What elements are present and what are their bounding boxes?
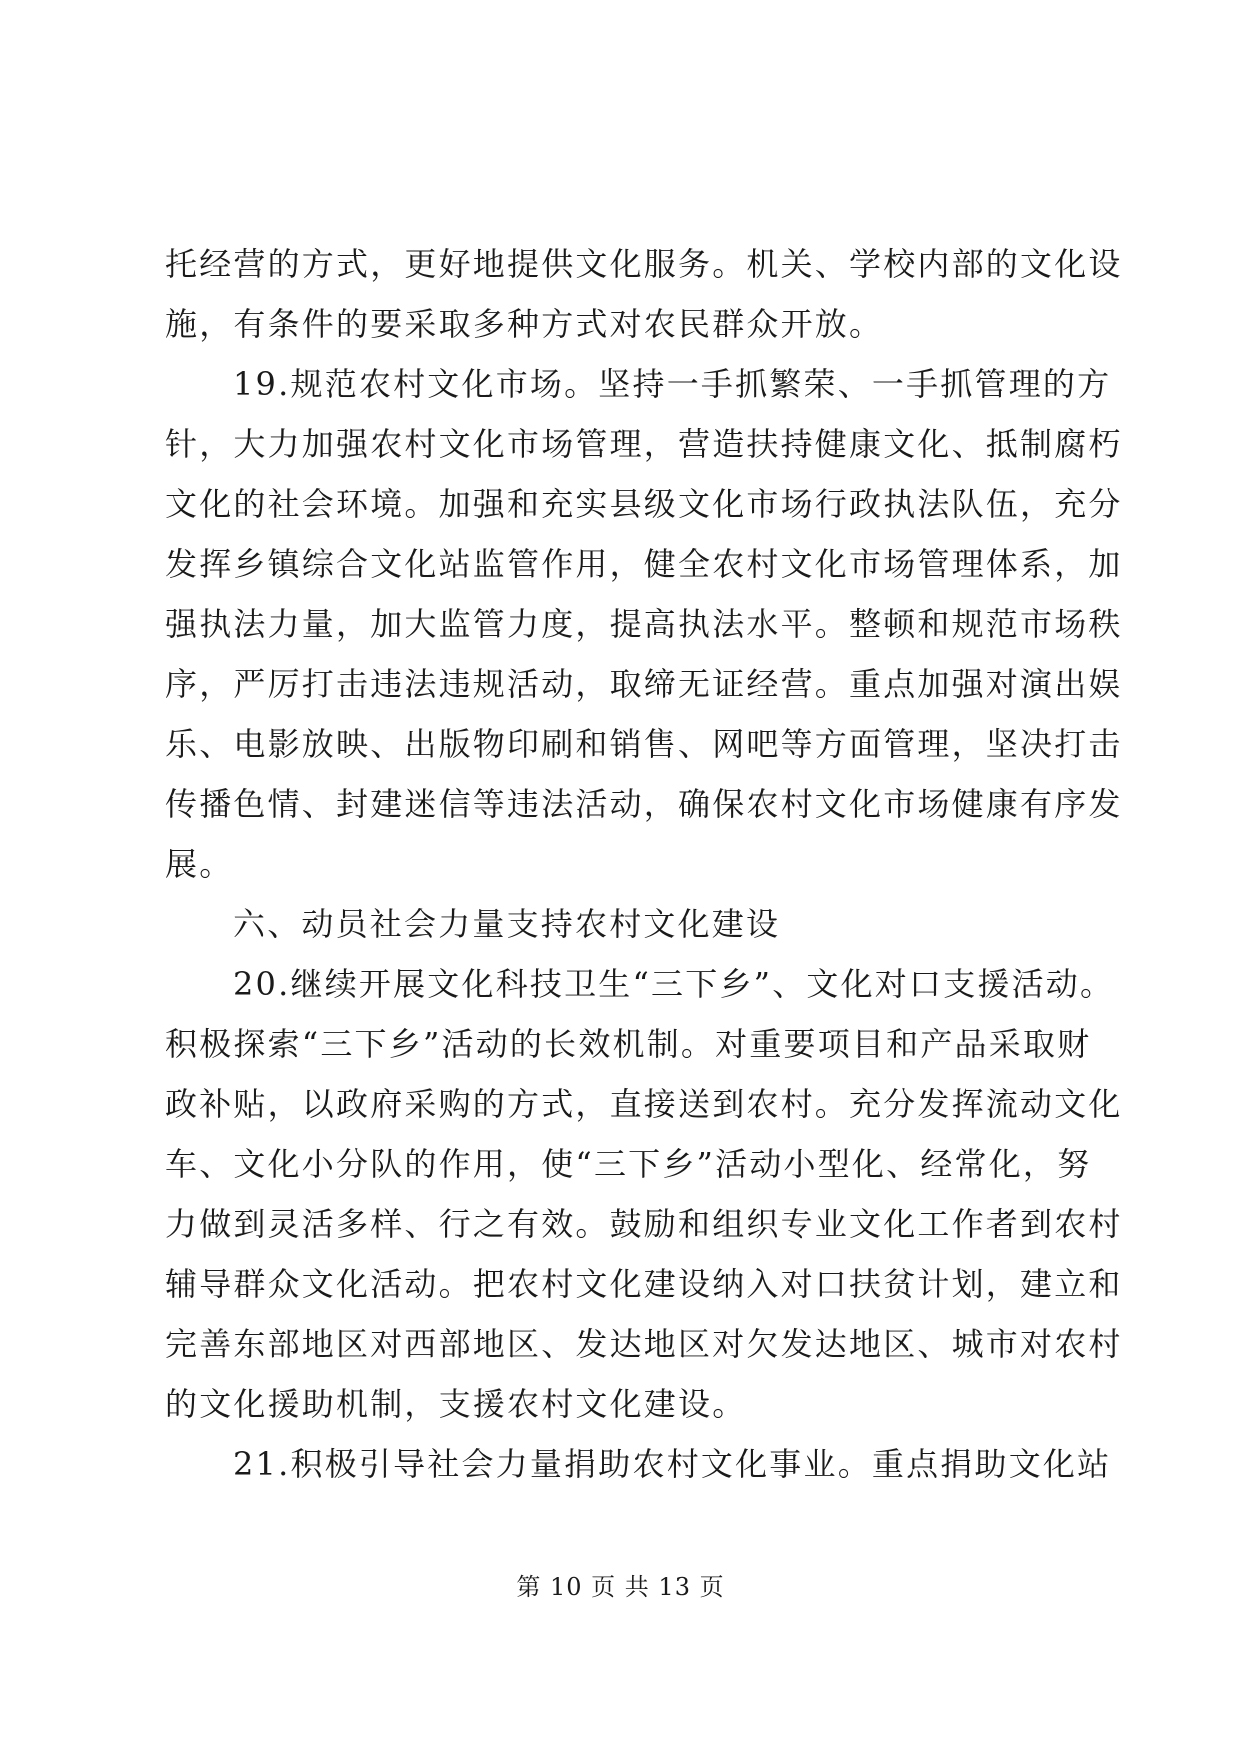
- text-line: 乐、电影放映、出版物印刷和销售、网吧等方面管理，坚决打击: [165, 725, 1123, 763]
- paragraph-item-20: [165, 954, 1123, 1434]
- text-line: 强执法力量，加大监管力度，提高执法水平。整顿和规范市场秩: [165, 605, 1123, 643]
- text-line: 发挥乡镇综合文化站监管作用，健全农村文化市场管理体系，加: [165, 545, 1123, 583]
- text-line: 辅导群众文化活动。把农村文化建设纳入对口扶贫计划，建立和: [165, 1265, 1123, 1303]
- document-body: [165, 234, 1123, 1494]
- text-line: 21.积极引导社会力量捐助农村文化事业。重点捐助文化站: [233, 1445, 1112, 1483]
- text-line: 完善东部地区对西部地区、发达地区对欠发达地区、城市对农村: [165, 1325, 1123, 1363]
- text-line: 展。: [165, 845, 234, 883]
- text-line: 积极探索“三下乡”活动的长效机制。对重要项目和产品采取财: [165, 1025, 1092, 1063]
- section-heading: 六、动员社会力量支持农村文化建设: [233, 905, 781, 943]
- text-line: 力做到灵活多样、行之有效。鼓励和组织专业文化工作者到农村: [165, 1205, 1123, 1243]
- text-line: 序，严厉打击违法违规活动，取缔无证经营。重点加强对演出娱: [165, 665, 1123, 703]
- text-line: 针，大力加强农村文化市场管理，营造扶持健康文化、抵制腐朽: [165, 425, 1123, 463]
- text-line: 政补贴，以政府采购的方式，直接送到农村。充分发挥流动文化: [165, 1085, 1123, 1123]
- page-number-footer: 第 10 页 共 13 页: [516, 1573, 725, 1601]
- text-line: 传播色情、封建迷信等违法活动，确保农村文化市场健康有序发: [165, 785, 1123, 823]
- text-line: 19.规范农村文化市场。坚持一手抓繁荣、一手抓管理的方: [233, 365, 1112, 403]
- text-line: 20.继续开展文化科技卫生“三下乡”、文化对口支援活动。: [233, 965, 1115, 1003]
- text-line: 的文化援助机制，支援农村文化建设。: [165, 1385, 747, 1423]
- text-line: 车、文化小分队的作用，使“三下乡”活动小型化、经常化，努: [165, 1145, 1092, 1183]
- paragraph-item-19: [165, 354, 1123, 894]
- paragraph-continuation: [165, 234, 1123, 354]
- section-heading-6: [165, 894, 1085, 954]
- text-line: 施，有条件的要采取多种方式对农民群众开放。: [165, 305, 884, 343]
- text-line: 文化的社会环境。加强和充实县级文化市场行政执法队伍，充分: [165, 485, 1123, 523]
- text-line: 托经营的方式，更好地提供文化服务。机关、学校内部的文化设: [165, 245, 1123, 283]
- paragraph-item-21: [165, 1434, 1112, 1494]
